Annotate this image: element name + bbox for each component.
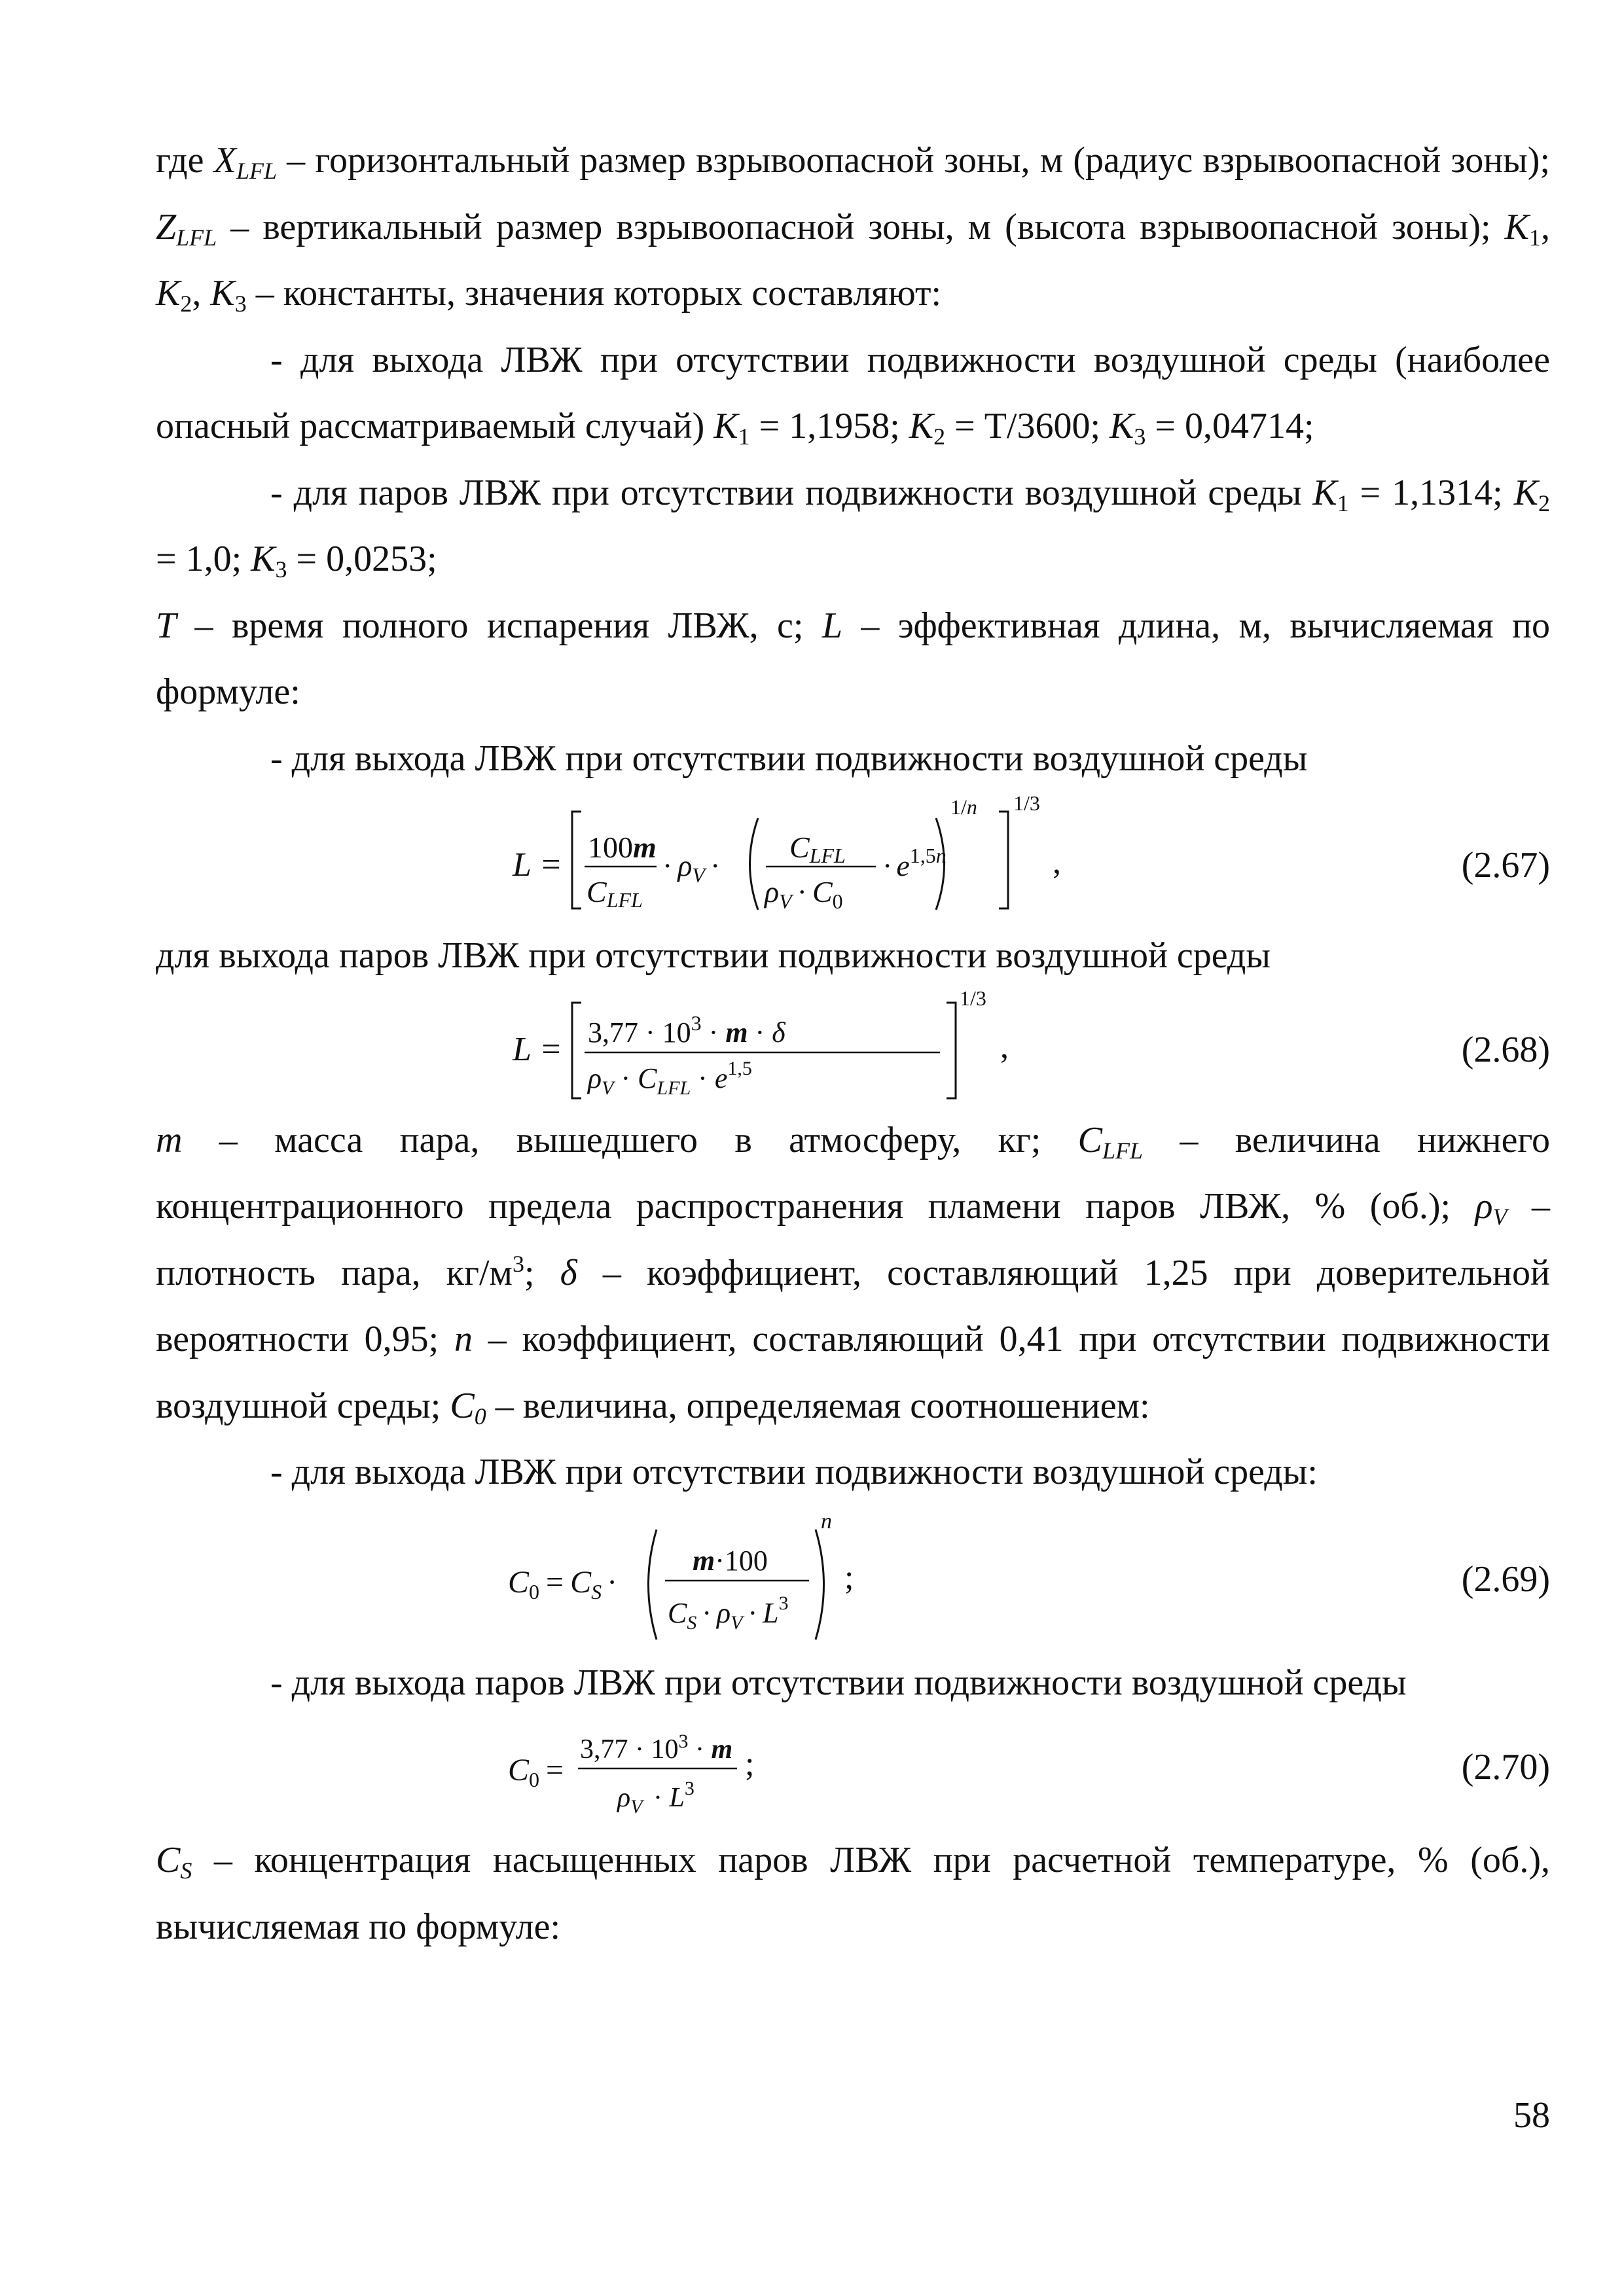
paragraph-time-and-length: T – время полного испарения ЛВЖ, с; L – эффективная длина, м, вычисляемая по формуле: [156, 605, 1551, 712]
paragraph-vapor-release-heading: для выхода паров ЛВЖ при отсутствии подвижности воздушной среды [156, 935, 1271, 976]
svg-text:1/3: 1/3 [1013, 791, 1040, 815]
equation-2-70: $C_0$ = $3,77 \cdot 10^3 \cdot m$ $\rho_V \cdot L^3$ ; (2.70) [156, 1716, 1550, 1827]
equation-number: (2.69) [1461, 1558, 1550, 1600]
formula-2-70 [156, 1716, 1007, 1827]
svg-text:·ρV·: · $\rho_V$ · [662, 849, 721, 887]
equation-2-69: $C_0 = C_S$ · m·100 $C_S \cdot \rho_V \cdot L^3$ n ; (2.69) [156, 1506, 1550, 1650]
equation-number: (2.68) [1461, 1029, 1550, 1070]
svg-text:·e1,5n: · $e^{1,5}n$ [882, 844, 947, 882]
paragraph-variable-definitions: m – масса пара, вышедшего в атмосферу, кг; $C_{LFL}$ – величина нижнего концентрационного предела распространения пламени паров ЛВЖ, % (об.); $\rho_V$ – плотность пара, $кг/м^3$; δ – коэффициент, составляющий 1,25 при доверительной вероятности 0,95; n – коэффициент, составляющий 0,41 при отсутствии подвижности воздушной среды; $C_0$ – величина, определяемая соотношением: [156, 1119, 1551, 1429]
z-lfl-symbol: $Z_{LFL}$ [156, 206, 217, 251]
svg-text:L =: L = [513, 1030, 563, 1068]
svg-text:CS·ρV·L3: $C_S \cdot \rho_V \cdot L^3$ [668, 1592, 789, 1634]
x-lfl-symbol: $X_{LFL}$ [213, 140, 277, 184]
svg-text:1/n: 1/n [950, 795, 977, 819]
svg-text:CLFL: CLFL [789, 831, 846, 867]
paragraph-liquid-release-heading: - для выхода ЛВЖ при отсутствии подвижности воздушной среды [270, 738, 1308, 779]
document-page [156, 128, 1550, 1960]
svg-text:3,77 · 103 · m: $3,77 \cdot 10^3 \cdot m$ [580, 1731, 733, 1765]
svg-text:m·100: m·100 [693, 1544, 768, 1577]
svg-text:CLFL: CLFL [586, 875, 643, 912]
paragraph-vapor-constants: - для паров ЛВЖ при отсутствии подвижности воздушной среды $K_1 = 1,1314$; $K_2 = 1,0$; $K_3 = 0,0253$; [156, 472, 1550, 583]
svg-text:3,77 · 103 · m · δ: $3,77 \cdot 10^3 \cdot m \cdot \delta$ [588, 1011, 785, 1049]
svg-text:n: n [821, 1509, 832, 1534]
svg-text:100m: 100m [588, 831, 657, 864]
formula-2-69 [156, 1506, 1007, 1650]
svg-text:1/3: 1/3 [960, 986, 986, 1010]
svg-text:ρV · CLFL · e1,5: $\rho_V \cdot C_{LFL} \cdot e^{1,5}$ [588, 1057, 752, 1099]
paragraph-c0-vapor-heading: - для выхода паров ЛВЖ при отсутствии подвижности воздушной среды [270, 1662, 1407, 1703]
paragraph-variables-intro: где $X_{LFL}$ – горизонтальный размер взрывоопасной зоны, м (радиус взрывоопасной зоны); $Z_{LFL}$ – вертикальный размер взрывоопасной зоны, м (высота взрывоопасной зоны); $K_1$, $K_2$, $K_3$ – константы, значения которых составляют: [156, 140, 1550, 317]
equation-number: (2.70) [1461, 1747, 1550, 1787]
svg-text:ρV · L3: $\rho_V \cdot L^3$ [617, 1778, 695, 1818]
svg-text:L =: L = [513, 846, 563, 884]
paragraph-c0-liquid-heading: - для выхода ЛВЖ при отсутствии подвижности воздушной среды: [270, 1452, 1318, 1492]
page-number: 58 [1513, 2095, 1550, 2136]
equation-2-67: L = 100m CLFL · $\rho_V$ · CLFL $\rho_V \cdot C_0$ · $e^{1,5}n$ 1/n 1/3 , (2.67) [156, 792, 1550, 923]
svg-text:ρV·C0: $\rho_V \cdot C_0$ [765, 875, 843, 913]
paragraph-cs-definition: $C_S$ – концентрация насыщенных паров ЛВЖ при расчетной температуре, % (об.), вычисляемая по формуле: [156, 1840, 1550, 1947]
svg-text:C0=CS·: $C_0 = C_S$ · [508, 1564, 618, 1604]
formula-2-68 [156, 986, 1007, 1107]
svg-text:C0=: $C_0$ = [508, 1753, 564, 1791]
paragraph-liquid-release-constants: - для выхода ЛВЖ при отсутствии подвижности воздушной среды (наиболее опасный рассматриваемый случай) $K_1 = 1,1958$; $K_2 = Т/3600$; $K_3 = 0,04714$; [156, 339, 1550, 450]
equation-2-68: L = $3,77 \cdot 10^3 \cdot m \cdot \delta$ $\rho_V \cdot C_{LFL} \cdot e^{1,5}$ 1/3 , (2.68) [156, 990, 1550, 1107]
equation-number: (2.67) [1461, 845, 1550, 886]
